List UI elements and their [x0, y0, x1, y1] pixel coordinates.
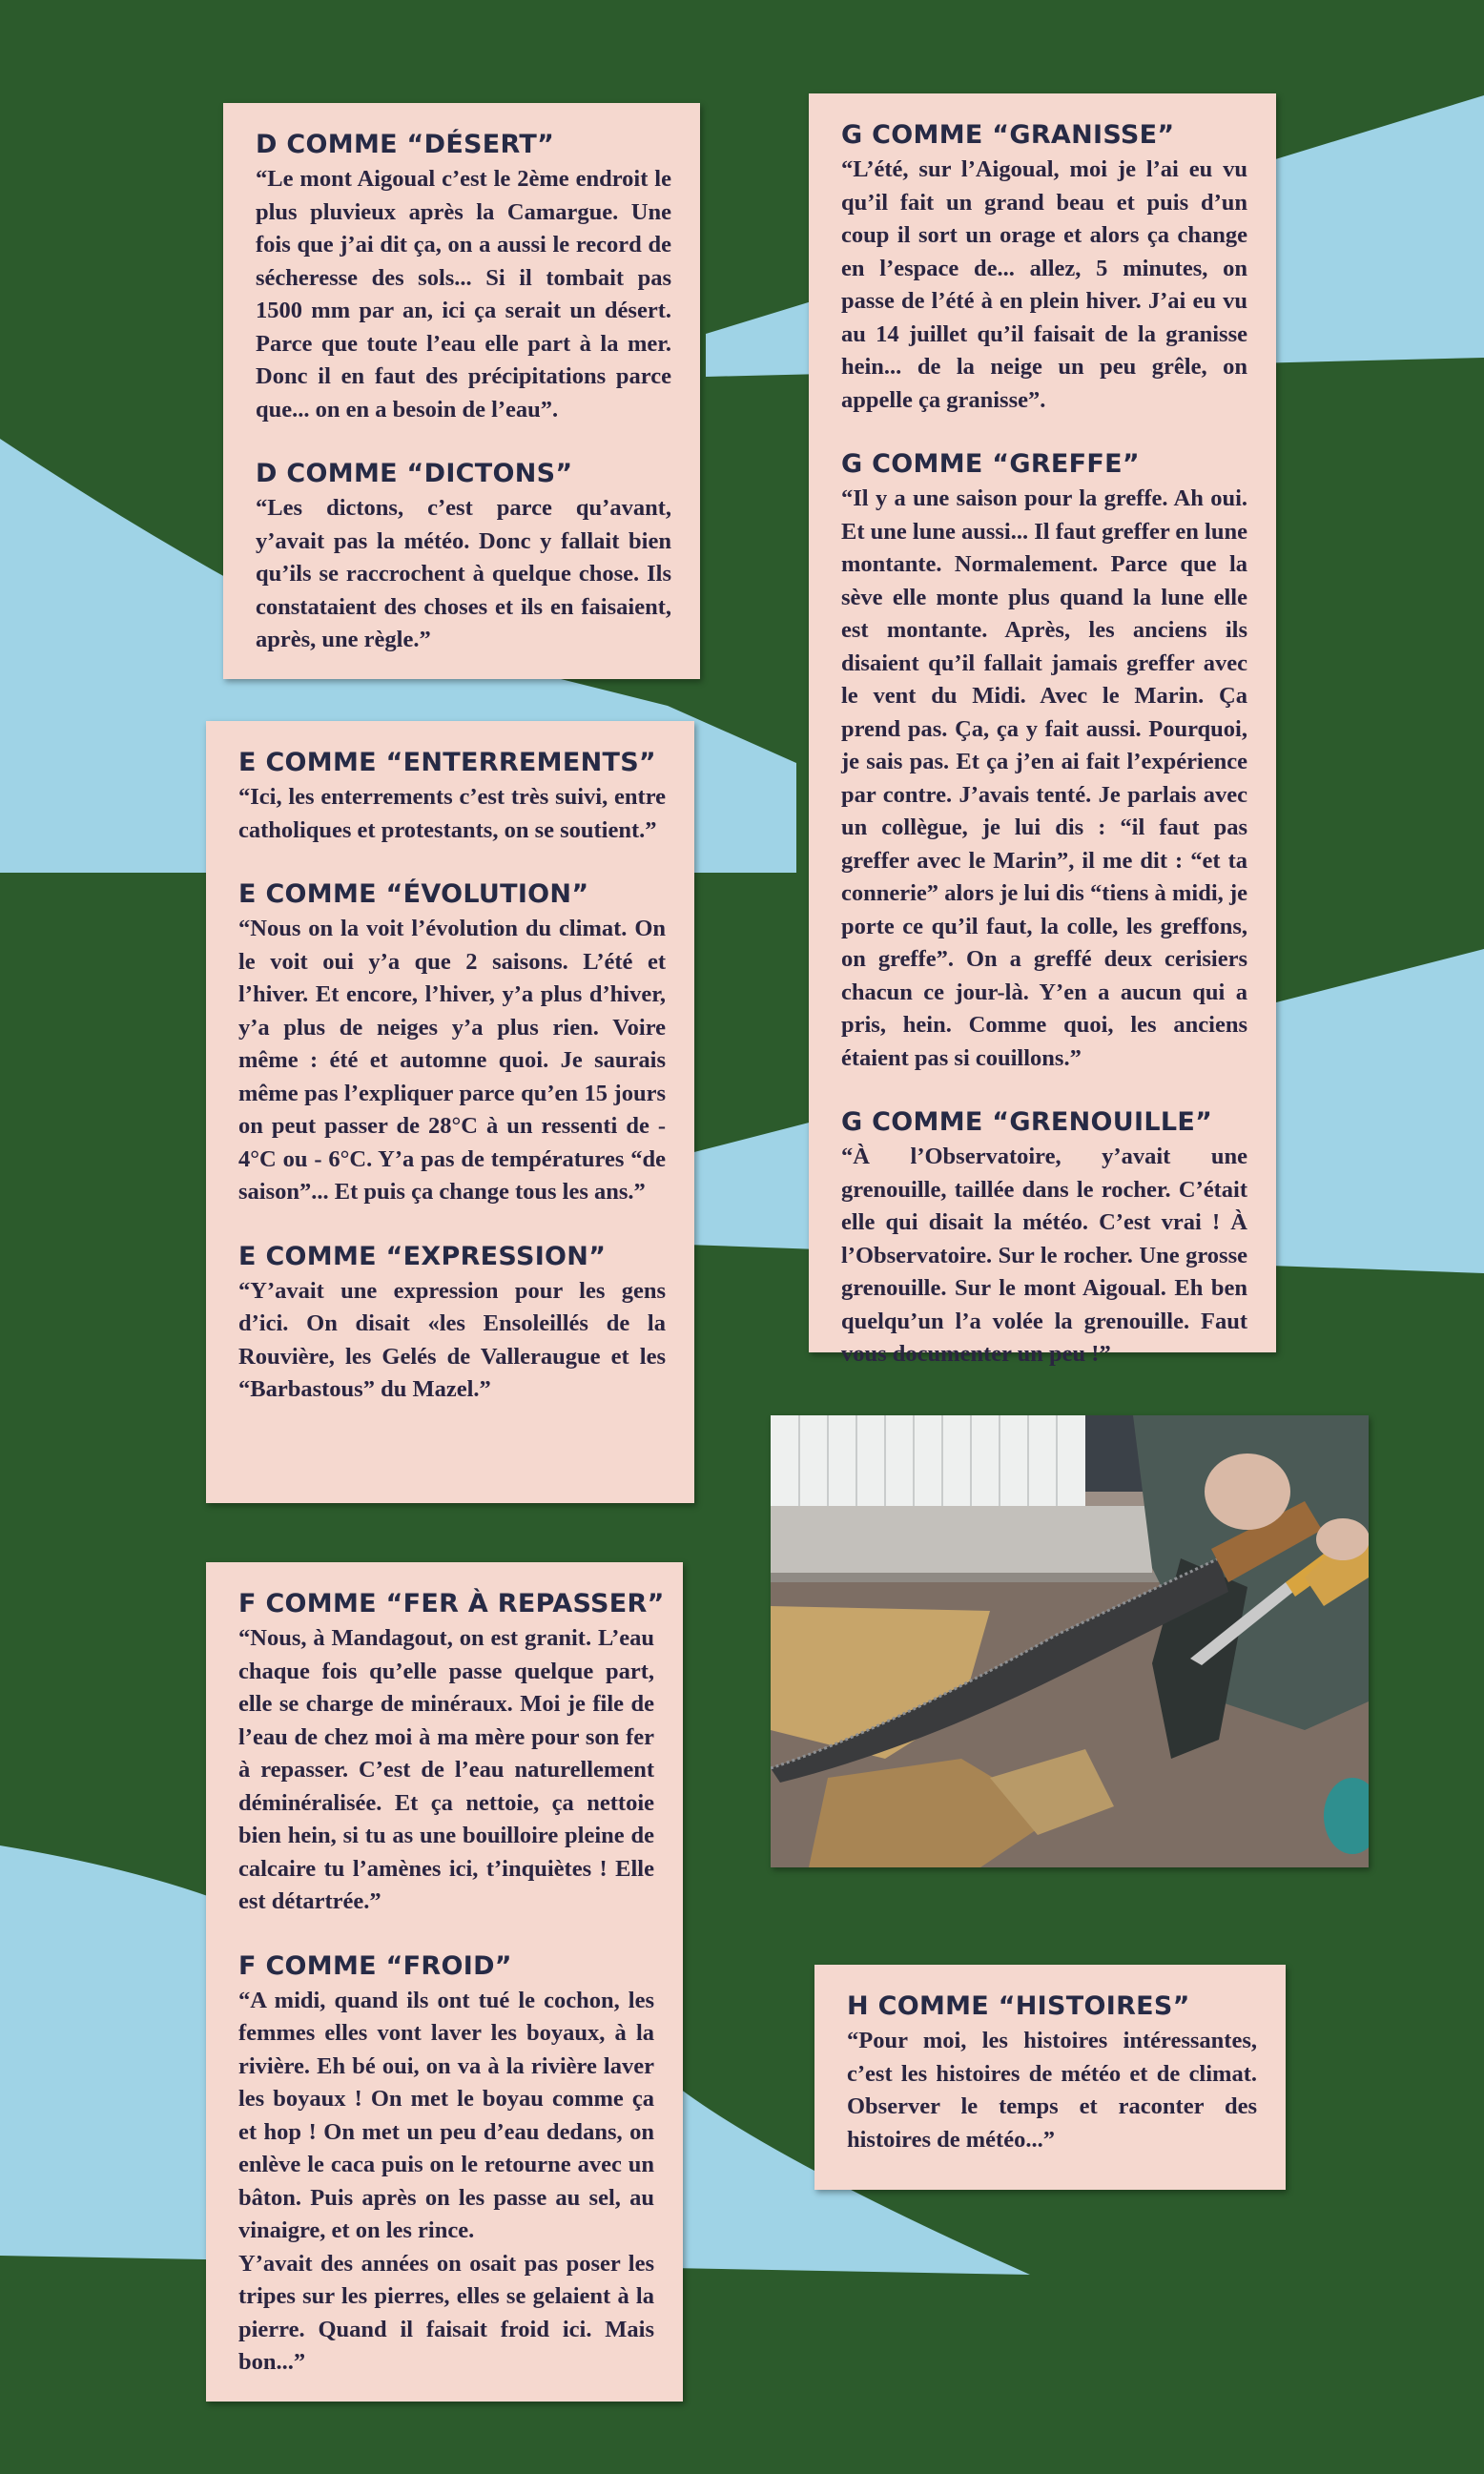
- photo-illustration: [771, 1415, 1369, 1867]
- entry-dictons: [256, 459, 671, 657]
- entry-granisse: [841, 120, 1247, 417]
- entry-fer-a-repasser: [238, 1589, 665, 1919]
- entry-quote: “Nous, à Mandagout, on est granit. L’eau chaque fois qu’elle passe quelque part, elle se charge de minéraux. Moi je file de l’eau de chez moi à ma mère pour son fer à repasser. C’est de l’eau naturellement déminéralisée. Et ça nettoie, ça nettoie bien hein, si tu as une bouilloire pleine de calcaire tu l’amènes ici, t’inquiètes ! Elle est détartrée.”: [238, 1625, 654, 1914]
- entry-heading: F COMME “FROID”: [238, 1950, 512, 1981]
- entry-heading: G COMME “GRENOUILLE”: [841, 1107, 1213, 1137]
- entry-quote: “Y’avait une expression pour les gens d’ici. On disait «les Ensoleillés de la Rouvière, les Gelés de Valleraugue et les “Barbastous” du Mazel.”: [238, 1277, 666, 1402]
- entry-expression: [238, 1242, 666, 1407]
- card-g: [809, 93, 1276, 1367]
- entry-quote: “Pour moi, les histoires intéressantes, c’est les histoires de météo et de climat. Observer le temps et raconter des histoires de météo...”: [847, 2028, 1257, 2153]
- entry-heading: H COMME “HISTOIRES”: [847, 1991, 1190, 2021]
- entry-quote: “L’été, sur l’Aigoual, moi je l’ai eu vu qu’il fait un grand beau et puis d’un coup il sort un orage et alors ça change en l’espace de... allez, 5 minutes, on passe de l’été à en plein hiver. J’ai eu vu au 14 juillet qu’il faisait de la granisse hein... de la neige un peu grêle, on appelle ça granisse”.: [841, 156, 1247, 413]
- grafting-tools-photo: [771, 1415, 1369, 1867]
- entry-quote: “Il y a une saison pour la greffe. Ah oui. Et une lune aussi... Il faut greffer en lune montante. Normalement. Parce que la sève elle monte plus quand la lune elle est montante. Après, les anciens ils disaient qu’il fallait jamais greffer avec le vent du Midi. Avec le Marin. Ça prend pas. Ça, ça y fait aussi. Pourquoi, je sais pas. Et ça j’en ai fait l’expérience par contre. J’avais tenté. Je parlais avec un collègue, je lui dis : “il faut pas greffer avec le Marin”, il me dit : “et ta connerie” alors je lui dis “tiens à midi, je porte ce qu’il faut, la colle, les greffons, on greffe”. On a greffé deux cerisiers chacun ce jour-là. Y’en a aucun qui a pris, hein. Comme quoi, les anciens étaient pas si couillons.”: [841, 485, 1247, 1071]
- entry-desert: [256, 130, 671, 426]
- card-e: [206, 721, 694, 1503]
- entry-heading: G COMME “GREFFE”: [841, 449, 1140, 479]
- entry-quote: “Le mont Aigoual c’est le 2ème endroit le plus pluvieux après la Camargue. Une fois que j’ai dit ça, on a aussi le record de sécheresse des sols... Si il tombait pas 1500 mm par an, ici ça serait un désert. Parce que toute l’eau elle part à la mer. Donc il en faut des précipitations parce que... on en a besoin de l’eau”.: [256, 166, 671, 423]
- entry-heading: F COMME “FER À REPASSER”: [238, 1589, 665, 1618]
- entry-quote: “Les dictons, c’est parce qu’avant, y’avait pas la météo. Donc y fallait bien qu’ils se raccrochent à quelque chose. Ils constataient des choses et ils en faisaient, après, une règle.”: [256, 495, 671, 652]
- entry-grenouille: [841, 1107, 1247, 1371]
- entry-froid: [238, 1951, 654, 2380]
- entry-evolution: [238, 879, 666, 1209]
- entry-heading: E COMME “ENTERREMENTS”: [238, 748, 656, 777]
- entry-enterrements: [238, 748, 666, 847]
- card-d: [223, 103, 700, 679]
- entry-quote: “Nous on la voit l’évolution du climat. On le voit oui y’a que 2 saisons. L’été et l’hiver. Et encore, l’hiver, y’a plus d’hiver, y’a plus de neiges y’a plus rien. Voire même : été et automne quoi. Je saurais même pas l’expliquer parce qu’en 15 jours on peut passer de 28°C à un ressenti de - 4°C ou - 6°C. Y’a pas de températures “de saison”... Et puis ça change tous les ans.”: [238, 916, 666, 1205]
- entry-heading: G COMME “GRANISSE”: [841, 120, 1175, 150]
- entry-histoires: [847, 1991, 1257, 2156]
- entry-quote: “A midi, quand ils ont tué le cochon, les femmes elles vont laver les boyaux, à la rivière. Eh bé oui, on va à la rivière laver les boyaux ! On met le boyau comme ça et hop ! On met un peu d’eau dedans, on enlève le caca puis on le retourne avec un bâton. Puis après on les passe au sel, au vinaigre, et on les rince. Y’avait des années on osait pas poser les tripes sur les pierres, elles se gelaient à la pierre. Quand il faisait froid ici. Mais bon...”: [238, 1987, 654, 2375]
- entry-quote: “À l’Observatoire, y’avait une grenouille, taillée dans le rocher. C’était elle qui disait la météo. C’est vrai ! À l’Observatoire. Sur le rocher. Une grosse grenouille. Sur le mont Aigoual. Eh ben quelqu’un l’a volée la grenouille. Faut vous documenter un peu !”: [841, 1144, 1247, 1367]
- card-f: [206, 1562, 683, 2402]
- entry-heading: D COMME “DICTONS”: [256, 459, 573, 488]
- entry-quote: “Ici, les enterrements c’est très suivi, entre catholiques et protestants, on se soutient.”: [238, 784, 666, 843]
- entry-heading: D COMME “DÉSERT”: [256, 130, 555, 159]
- entry-greffe: [841, 449, 1247, 1075]
- card-h: [814, 1965, 1286, 2190]
- entry-heading: E COMME “ÉVOLUTION”: [238, 879, 589, 909]
- entry-heading: E COMME “EXPRESSION”: [238, 1241, 607, 1271]
